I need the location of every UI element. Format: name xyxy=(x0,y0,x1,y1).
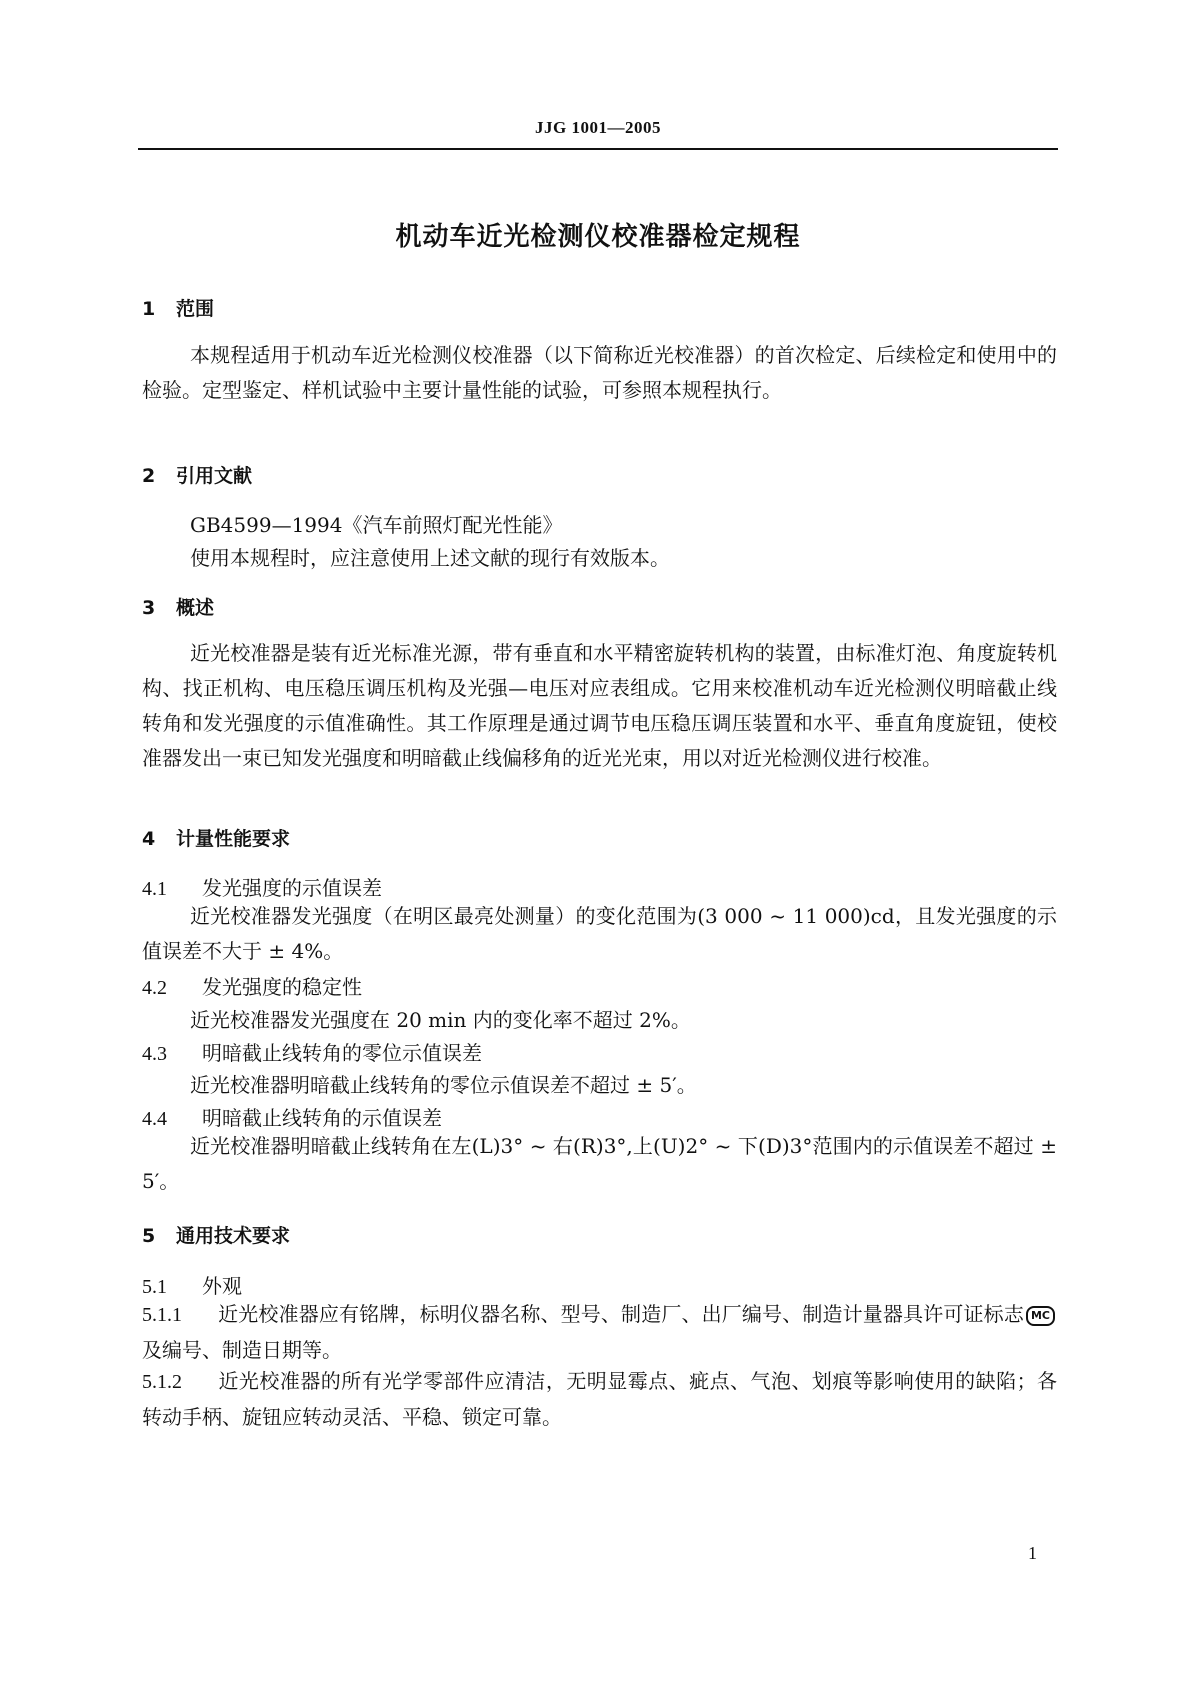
document-title: 机动车近光检测仪校准器检定规程 xyxy=(395,222,801,252)
subsection-title: 发光强度的示值误差 xyxy=(202,876,382,900)
subsection-number: 4.4 xyxy=(142,1108,167,1130)
subsection-title: 明暗截止线转角的零位示值误差 xyxy=(202,1041,482,1065)
reference-item: GB4599—1994《汽车前照灯配光性能》 xyxy=(190,513,563,537)
clause-number: 5.1.1 xyxy=(142,1304,182,1326)
section-title: 范围 xyxy=(176,298,215,320)
section-title: 计量性能要求 xyxy=(176,828,291,850)
section-1-text: 本规程适用于机动车近光检测仪校准器（以下简称近光校准器）的首次检定、后续检定和使用中的检验。定型鉴定、样机试验中主要计量性能的试验，可参照本规程执行。 xyxy=(142,343,1057,402)
section-number: 2 xyxy=(142,465,156,487)
subsection-number: 4.1 xyxy=(142,878,167,900)
section-5-heading xyxy=(142,1221,290,1248)
subsection-4-2-text: 近光校准器发光强度在 20 min 内的变化率不超过 2%。 xyxy=(190,1008,691,1032)
clause-5-1-2 xyxy=(142,1364,1057,1435)
subsection-title: 发光强度的稳定性 xyxy=(202,975,362,999)
page-number: 1 xyxy=(1028,1543,1037,1563)
section-title: 通用技术要求 xyxy=(176,1225,291,1247)
section-title: 引用文献 xyxy=(176,465,253,487)
clause-text-part1: 近光校准器应有铭牌，标明仪器名称、型号、制造厂、出厂编号、制造计量器具许可证标志 xyxy=(218,1302,1024,1326)
subsection-4-3-heading xyxy=(142,1037,482,1066)
section-1-heading xyxy=(142,294,214,321)
header-rule xyxy=(138,148,1058,150)
subsection-5-1-heading xyxy=(142,1270,242,1299)
section-title: 概述 xyxy=(176,597,215,619)
subsection-4-1-text: 近光校准器发光强度（在明区最亮处测量）的变化范围为(3 000 ~ 11 000)cd，且发光强度的示值误差不大于 ± 4%。 xyxy=(142,904,1057,963)
clause-number: 5.1.2 xyxy=(142,1371,182,1393)
subsection-4-1-heading xyxy=(142,872,382,901)
section-number: 4 xyxy=(142,828,156,850)
section-number: 3 xyxy=(142,597,156,619)
section-number: 5 xyxy=(142,1225,156,1247)
section-4-heading xyxy=(142,824,290,851)
clause-text: 近光校准器的所有光学零部件应清洁，无明显霉点、疵点、气泡、划痕等影响使用的缺陷；各转动手柄、旋钮应转动灵活、平稳、锁定可靠。 xyxy=(142,1369,1057,1429)
subsection-number: 4.2 xyxy=(142,977,167,999)
subsection-number: 4.3 xyxy=(142,1043,167,1065)
subsection-title: 明暗截止线转角的示值误差 xyxy=(202,1106,442,1130)
cmc-mark-icon: MC xyxy=(1026,1306,1055,1326)
subsection-4-3-text: 近光校准器明暗截止线转角的零位示值误差不超过 ± 5′。 xyxy=(190,1073,697,1097)
clause-5-1-1 xyxy=(142,1297,1057,1368)
section-2-heading xyxy=(142,461,252,488)
subsection-4-4-heading xyxy=(142,1102,442,1131)
header-code: JJG 1001—2005 xyxy=(535,118,661,137)
subsection-4-2-heading xyxy=(142,971,362,1000)
section-3-text: 近光校准器是装有近光标准光源，带有垂直和水平精密旋转机构的装置，由标准灯泡、角度旋转机构、找正机构、电压稳压调压机构及光强—电压对应表组成。它用来校准机动车近光检测仪明暗截止线转角和发光强度的示值准确性。其工作原理是通过调节电压稳压调压装置和水平、垂直角度旋钮，使校准器发出一束已知发光强度和明暗截止线偏移角的近光光束，用以对近光检测仪进行校准。 xyxy=(142,641,1057,770)
subsection-title: 外观 xyxy=(202,1274,242,1298)
clause-text-part2: 及编号、制造日期等。 xyxy=(142,1338,342,1362)
subsection-4-4-text: 近光校准器明暗截止线转角在左(L)3° ~ 右(R)3°,上(U)2° ~ 下(D)3°范围内的示值误差不超过 ± 5′。 xyxy=(142,1134,1057,1193)
section-number: 1 xyxy=(142,298,156,320)
subsection-number: 5.1 xyxy=(142,1276,167,1298)
section-3-heading xyxy=(142,593,214,620)
reference-note: 使用本规程时，应注意使用上述文献的现行有效版本。 xyxy=(190,546,670,570)
